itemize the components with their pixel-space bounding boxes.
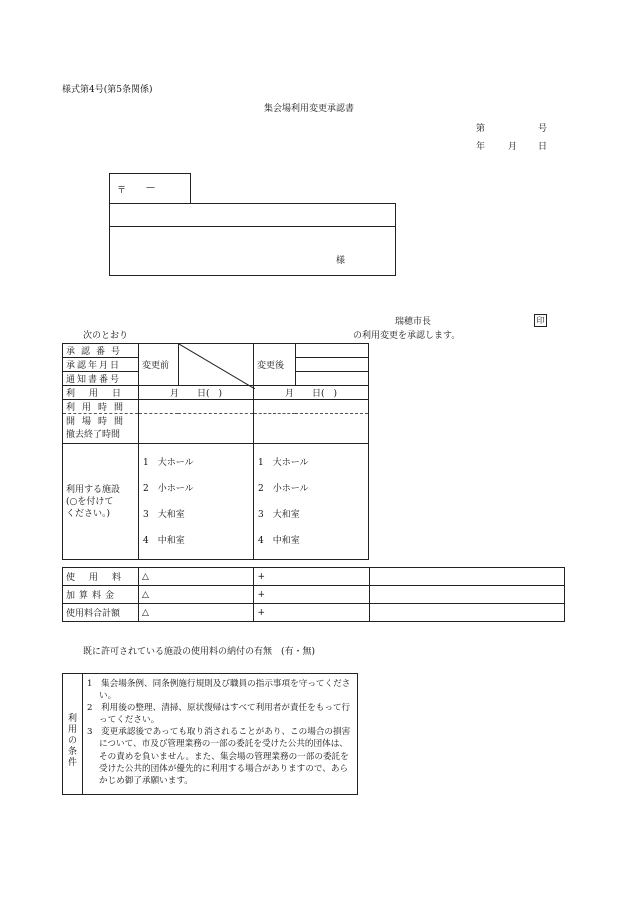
date-month: 月 xyxy=(508,142,518,152)
condition-item-2: 2 利用後の整理、清掃、原状復帰はすべて利用者が責任をもって行ってください。 xyxy=(87,703,351,726)
approval-no-label: 承認番号 xyxy=(63,344,139,358)
facility-label-1: 利用する施設 xyxy=(66,484,121,495)
use-time-before xyxy=(139,400,254,414)
open-close-label xyxy=(63,414,139,444)
use-date-before: 月 日( ) xyxy=(139,386,254,400)
fee-table xyxy=(62,567,565,622)
doc-number-go: 号 xyxy=(538,124,548,134)
use-date-after: 月 日( ) xyxy=(254,386,369,400)
conditions-body xyxy=(87,678,355,787)
sama-label: 様 xyxy=(336,256,346,266)
total-fee-after: + xyxy=(254,604,369,622)
facility-label-2: (○を付けて xyxy=(66,496,114,507)
change-table xyxy=(62,343,369,560)
postal-box xyxy=(109,173,191,204)
fee-after: + xyxy=(254,568,369,586)
date-year: 年 xyxy=(476,142,486,152)
facility-before-1[interactable]: 1 大ホール xyxy=(143,457,194,468)
condition-item-1: 1 集会場条例、同条例施行規則及び職員の指示事項を守ってください。 xyxy=(87,679,351,702)
diagonal-line xyxy=(179,344,255,389)
use-time-label: 利用時間 xyxy=(63,400,139,414)
before-label: 変更前 xyxy=(139,344,179,386)
issuer: 瑞穂市長 xyxy=(395,317,432,327)
total-fee-before: △ xyxy=(139,604,254,622)
prior-permit-note: 既に許可されている施設の使用料の納付の有無 (有・無) xyxy=(83,647,316,657)
open-time-label: 開場時間 xyxy=(66,416,131,427)
facility-after-3[interactable]: 3 大和室 xyxy=(258,509,300,520)
fee-label: 使用料 xyxy=(63,568,139,586)
facility-before-3[interactable]: 3 大和室 xyxy=(143,509,185,520)
diagonal-cell xyxy=(178,344,253,386)
seal-icon: 印 xyxy=(534,314,547,327)
facility-after-1[interactable]: 1 大ホール xyxy=(258,457,309,468)
open-close-after xyxy=(254,414,369,444)
facility-before xyxy=(139,444,254,560)
conditions-label: 利用の条件 xyxy=(68,714,78,768)
use-time-after xyxy=(254,400,369,414)
close-time-label: 撤去終了時間 xyxy=(66,429,121,440)
document-title: 集会場利用変更承認書 xyxy=(264,104,355,114)
facility-after-2[interactable]: 2 小ホール xyxy=(258,483,309,494)
after-approval-no xyxy=(295,344,368,358)
fee-before: △ xyxy=(139,568,254,586)
total-fee-label: 使用料合計額 xyxy=(63,604,139,622)
facility-before-4[interactable]: 4 中和室 xyxy=(143,535,185,546)
facility-after xyxy=(254,444,369,560)
extra-fee-extra xyxy=(369,586,564,604)
after-label: 変更後 xyxy=(254,344,296,386)
extra-fee-label: 加算料金 xyxy=(63,586,139,604)
facility-label xyxy=(63,444,139,560)
facility-after-4[interactable]: 4 中和室 xyxy=(258,535,300,546)
postal-dash: — xyxy=(146,183,155,193)
date-day: 日 xyxy=(538,142,548,152)
extra-fee-before: △ xyxy=(139,586,254,604)
use-date-label: 利用日 xyxy=(63,386,139,400)
form-label: 様式第4号(第5条関係) xyxy=(62,85,153,95)
fee-extra xyxy=(369,568,564,586)
conditions-box xyxy=(62,673,358,795)
intro-left: 次のとおり xyxy=(83,331,129,341)
total-fee-extra xyxy=(369,604,564,622)
conditions-label-cell xyxy=(63,674,83,794)
postal-mark: 〒 xyxy=(117,186,127,196)
after-notice-no xyxy=(295,372,368,386)
notice-no-label: 通知書番号 xyxy=(63,372,139,386)
doc-number-dai: 第 xyxy=(476,124,486,134)
after-approval-date xyxy=(295,358,368,372)
approval-date-label: 承認年月日 xyxy=(63,358,139,372)
address-box xyxy=(109,203,396,276)
intro-right: の利用変更を承認します。 xyxy=(353,331,461,341)
facility-label-3: ください。) xyxy=(66,508,111,519)
extra-fee-after: + xyxy=(254,586,369,604)
condition-item-3: 3 変更承認後であっても取り消されることがあり、この場合の損害について、市及び管理業務の一部の委託を受けた公共的団体は、その責めを負いません。また、集会場の管理業務の一部の委託を受けた公共的団体が優先的に利用する場合がありますので、あらかじめ御了承願います。 xyxy=(87,727,351,786)
open-close-before xyxy=(139,414,254,444)
facility-before-2[interactable]: 2 小ホール xyxy=(143,483,194,494)
